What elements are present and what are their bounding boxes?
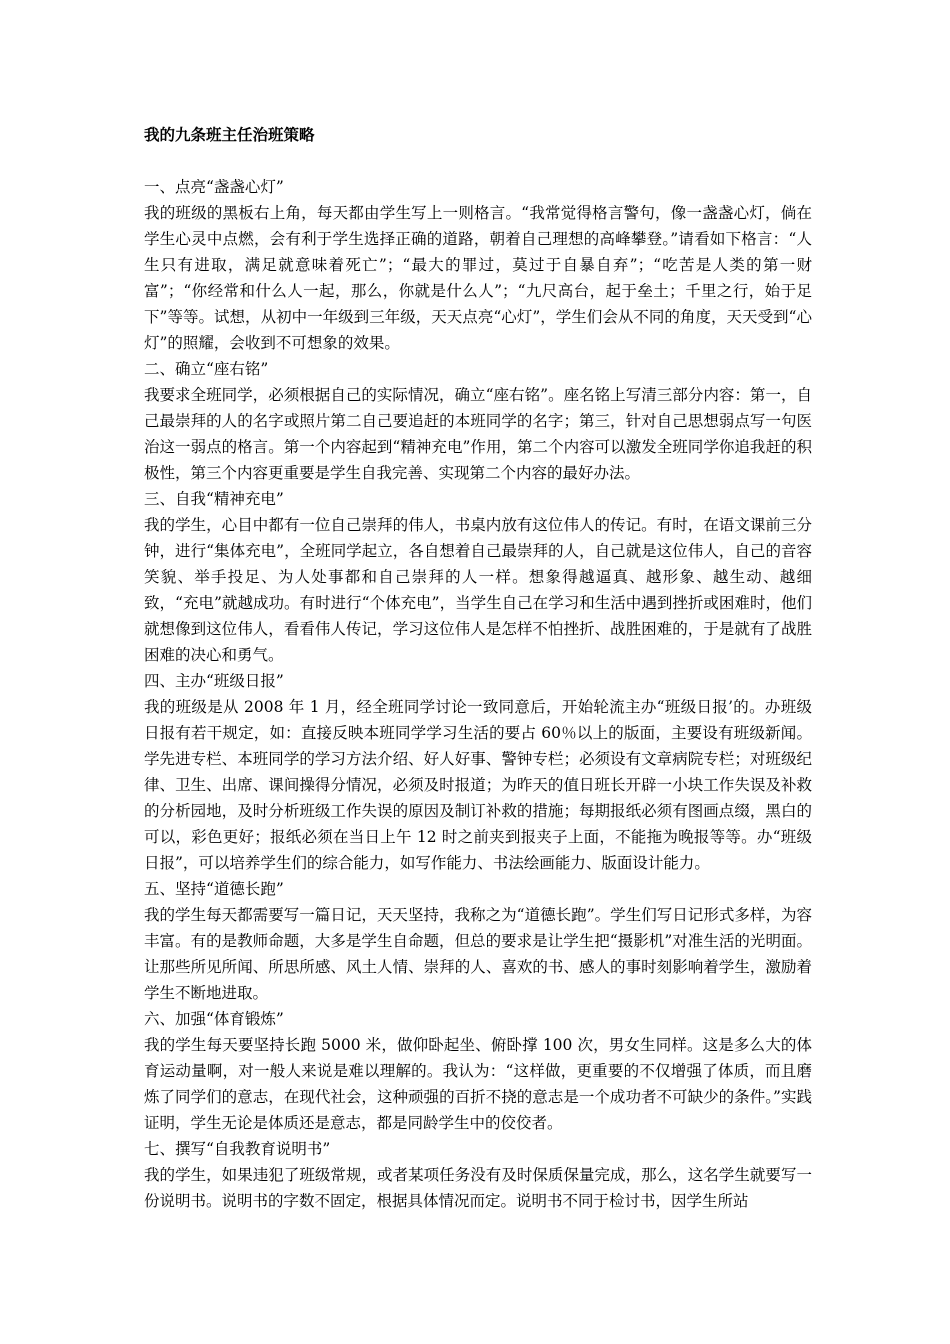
section-2 [144, 356, 812, 486]
section-paragraph: 我的学生每天要坚持长跑 5000 米，做仰卧起坐、俯卧撑 100 次，男女生同样。这是多么大的体育运动量啊，对一般人来说是难以理解的。我认为：“这样做，更重要的不仅增强了体质，而且磨炼了同学们的意志，在现代社会，这种顽强的百折不挠的意志是一个成功者不可缺少的条件。”实践证明，学生无论是体质还是意志，都是同龄学生中的佼佼者。 [144, 1036, 812, 1132]
section-4 [144, 668, 812, 876]
section-heading: 二、确立“座右铭” [144, 360, 269, 378]
document-page [144, 122, 812, 1214]
section-paragraph: 我的班级的黑板右上角，每天都由学生写上一则格言。“我常觉得格言警句，像一盏盏心灯，倘在学生心灵中点燃，会有利于学生选择正确的道路，朝着自己理想的高峰攀登。”请看如下格言：“人生只有进取，满足就意味着死亡”；“最大的罪过，莫过于自暴自弃”；“吃苦是人类的第一财富”；“你经常和什么人一起，那么，你就是什么人”；“九尺高台，起于垒土；千里之行，始于足下”等等。试想，从初中一年级到三年级，天天点亮“心灯”，学生们会从不同的角度，天天受到“心灯”的照耀，会收到不可想象的效果。 [144, 204, 812, 352]
section-6 [144, 1006, 812, 1136]
section-7 [144, 1136, 812, 1214]
section-3 [144, 486, 812, 668]
section-paragraph: 我的班级是从 2008 年 1 月，经全班同学讨论一致同意后，开始轮流主办“班级日报’的。办班级日报有若干规定，如：直接反映本班同学学习生活的要占 60％以上的版面，主要设有班级新闻。学先进专栏、本班同学的学习方法介绍、好人好事、警钟专栏；必须设有文章病院专栏；对班级纪律、卫生、出席、课间操得分情况，必须及时报道；为昨天的值日班长开辟一小块工作失误及补救的分析园地，及时分析班级工作失误的原因及制订补救的措施；每期报纸必须有图画点缀，黑白的可以，彩色更好；报纸必须在当日上午 12 时之前夹到报夹子上面，不能拖为晚报等等。办“班级日报”，可以培养学生们的综合能力，如写作能力、书法绘画能力、版面设计能力。 [144, 698, 812, 872]
section-paragraph: 我的学生，心目中都有一位自己崇拜的伟人，书桌内放有这位伟人的传记。有时，在语文课前三分钟，进行“集体充电”，全班同学起立，各自想着自己最崇拜的人，自己就是这位伟人，自己的音容笑貌、举手投足、为人处事都和自己崇拜的人一样。想象得越逼真、越形象、越生动、越细致，“充电”就越成功。有时进行“个体充电”，当学生自己在学习和生活中遇到挫折或困难时，他们就想像到这位伟人，看看伟人传记，学习这位伟人是怎样不怕挫折、战胜困难的，于是就有了战胜困难的决心和勇气。 [144, 516, 812, 664]
section-heading: 一、点亮“盏盏心灯” [144, 178, 284, 196]
section-heading: 七、撰写“自我教育说明书” [144, 1140, 331, 1158]
document-title: 我的九条班主任治班策略 [144, 125, 315, 144]
section-heading: 六、加强“体育锻炼” [144, 1010, 284, 1028]
section-heading: 五、坚持“道德长跑” [144, 880, 284, 898]
section-heading: 三、自我“精神充电” [144, 490, 284, 508]
section-5 [144, 876, 812, 1006]
section-paragraph: 我要求全班同学，必须根据自己的实际情况，确立“座右铭”。座名铭上写清三部分内容：第一，自己最崇拜的人的名字或照片第二自己要追赶的本班同学的名字；第三，针对自己思想弱点写一句医治这一弱点的格言。第一个内容起到“精神充电”作用，第二个内容可以激发全班同学你追我赶的积极性，第三个内容更重要是学生自我完善、实现第二个内容的最好办法。 [144, 386, 812, 482]
document-body [144, 174, 812, 1214]
section-paragraph: 我的学生每天都需要写一篇日记，天天坚持，我称之为“道德长跑”。学生们写日记形式多样，为容丰富。有的是教师命题，大多是学生自命题，但总的要求是让学生把“摄影机”对准生活的光明面。让那些所见所闻、所思所感、风土人情、崇拜的人、喜欢的书、感人的事时刻影响着学生，激励着学生不断地进取。 [144, 906, 812, 1002]
section-paragraph: 我的学生，如果违犯了班级常规，或者某项任务没有及时保质保量完成，那么，这名学生就要写一份说明书。说明书的字数不固定，根据具体情况而定。说明书不同于检讨书，因学生所站 [144, 1166, 812, 1210]
section-heading: 四、主办“班级日报” [144, 672, 284, 690]
section-1 [144, 174, 812, 356]
